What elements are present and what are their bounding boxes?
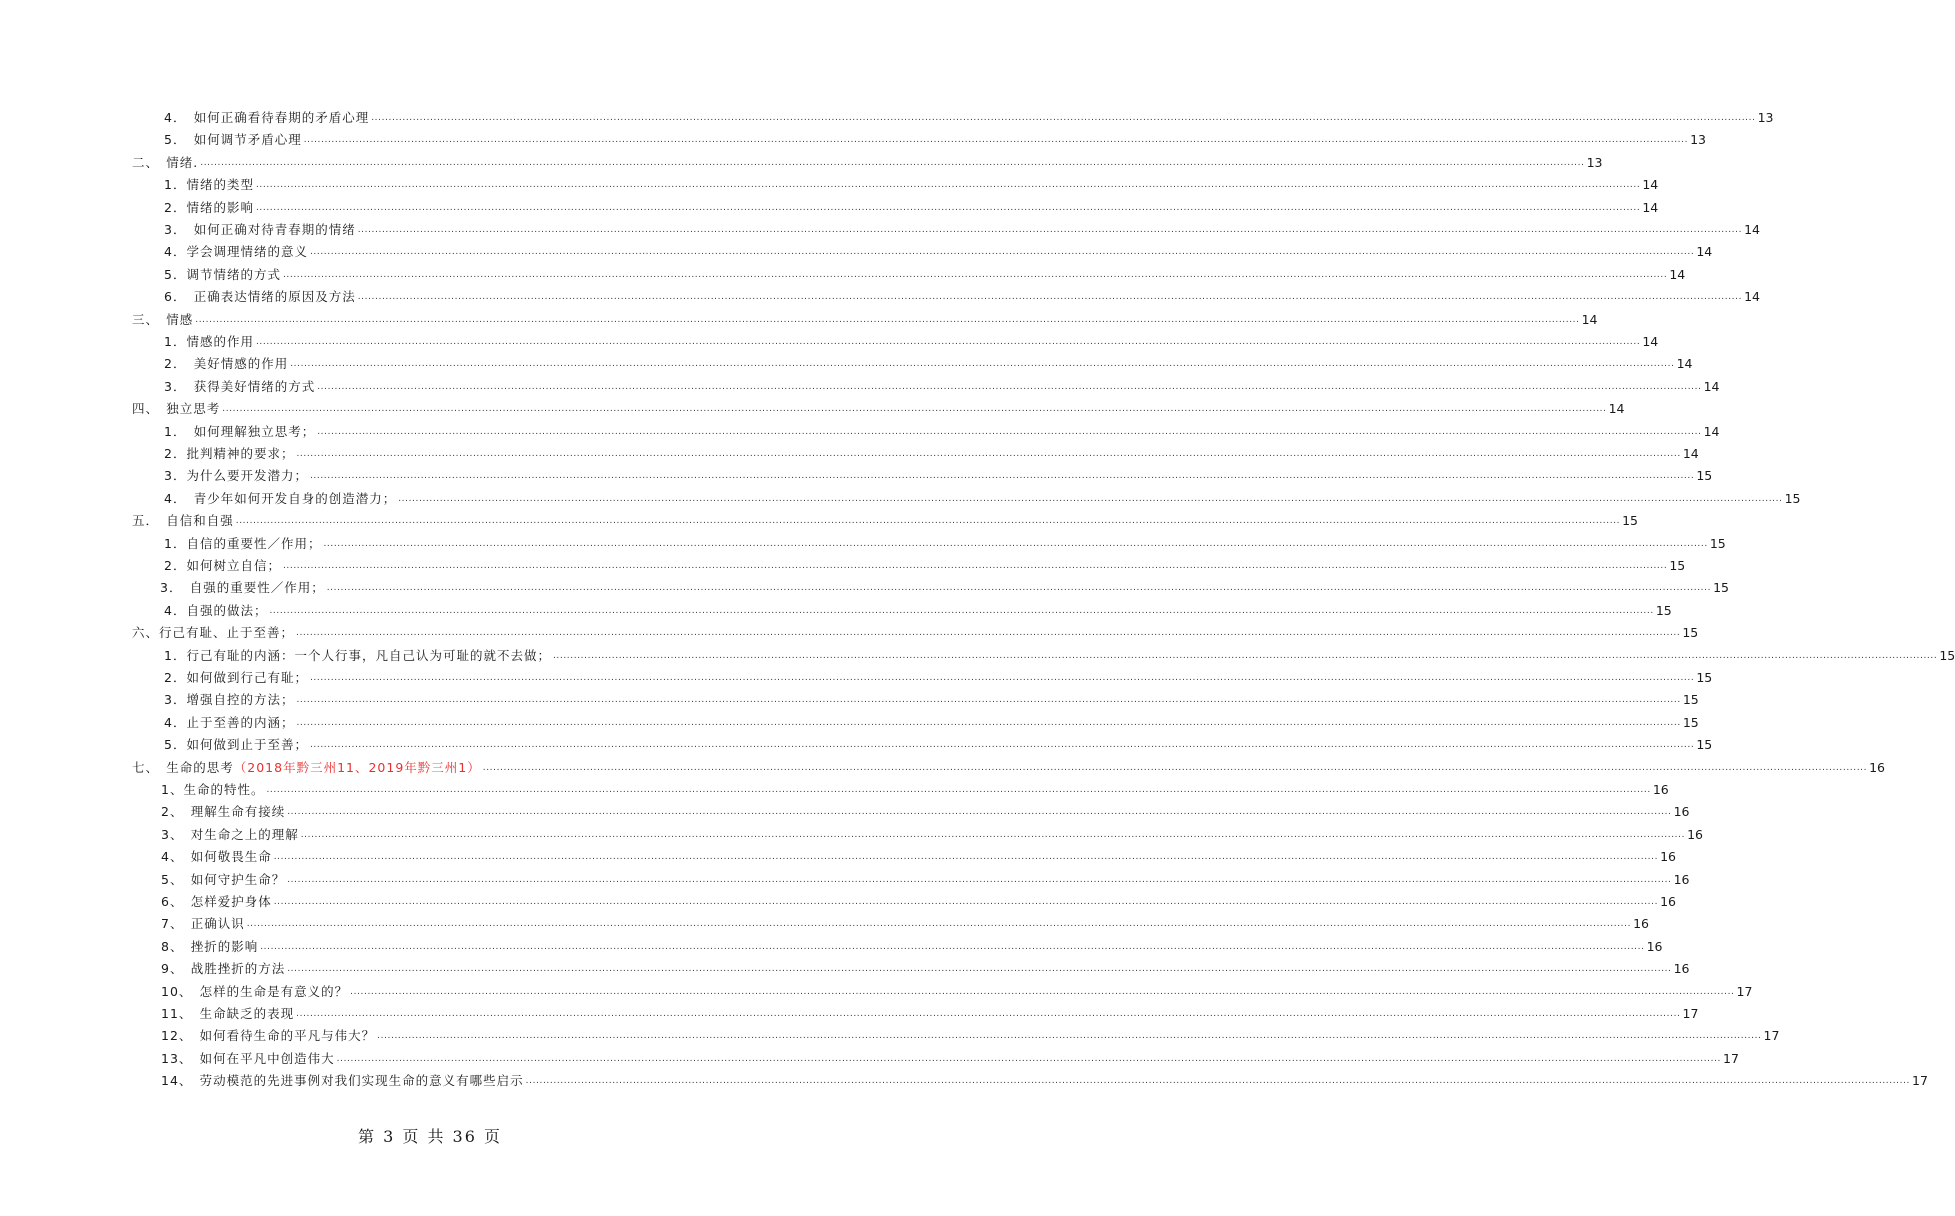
toc-leader-dots: ................................................................................................................................................................................................................................................................................................................................................................................................................ — [282, 269, 1668, 280]
toc-entry-label — [161, 1073, 524, 1089]
toc-entry-label — [164, 132, 302, 148]
toc-entry-label — [160, 580, 325, 596]
toc-leader-dots: ................................................................................................................................................................................................................................................................................................................................................................................................................ — [282, 561, 1668, 571]
toc-leader-dots: ................................................................................................................................................................................................................................................................................................................................................................................................................ — [300, 829, 1686, 840]
toc-entry-page-number: 16 — [1652, 782, 1669, 797]
toc-entry-page-number: 15 — [1622, 513, 1639, 529]
toc-entry-title: 1． 如何理解独立思考； — [164, 423, 316, 439]
toc-entry[interactable] — [161, 933, 1663, 955]
toc-entry-label — [164, 379, 315, 395]
toc-entry[interactable] — [132, 754, 1885, 776]
toc-leader-dots: ................................................................................................................................................................................................................................................................................................................................................................................................................ — [309, 740, 1695, 751]
toc-entry-label — [161, 827, 299, 843]
toc-entry-page-number: 15 — [1682, 625, 1699, 641]
toc-entry-page-number: 14 — [1744, 289, 1760, 305]
toc-entry-label — [164, 603, 267, 619]
toc-entry-label — [164, 244, 308, 260]
toc-leader-dots: ................................................................................................................................................................................................................................................................................................................................................................................................................ — [287, 964, 1672, 975]
toc-leader-dots: ................................................................................................................................................................................................................................................................................................................................................................................................................ — [525, 1076, 1911, 1087]
toc-entry-page-number: 13 — [1757, 110, 1774, 125]
toc-entry-label — [161, 804, 285, 820]
toc-leader-dots: ................................................................................................................................................................................................................................................................................................................................................................................................................ — [290, 359, 1675, 370]
toc-entry-page-number: 15 — [1713, 580, 1729, 596]
toc-entry[interactable] — [164, 686, 1699, 708]
toc-entry-page-number: 14 — [1682, 446, 1699, 461]
toc-entry[interactable] — [161, 910, 1649, 932]
toc-entry-label — [164, 468, 308, 484]
toc-leader-dots: ................................................................................................................................................................................................................................................................................................................................................................................................................ — [371, 113, 1756, 123]
toc-entry-page-number: 15 — [1784, 490, 1801, 506]
toc-entry[interactable] — [132, 149, 1603, 171]
toc-entry[interactable] — [132, 619, 1699, 641]
toc-entry-title: 3． 自强的重要性／作用； — [160, 580, 325, 596]
toc-leader-dots: ................................................................................................................................................................................................................................................................................................................................................................................................................ — [255, 180, 1641, 191]
toc-entry-page-number: 15 — [1655, 602, 1672, 618]
toc-leader-dots: ................................................................................................................................................................................................................................................................................................................................................................................................................ — [255, 202, 1641, 213]
toc-entry-label — [164, 692, 294, 708]
toc-entry-label — [164, 267, 281, 283]
toc-entry-title: 9、 战胜挫折的方法 — [161, 961, 286, 977]
toc-entry[interactable] — [164, 530, 1726, 552]
toc-entry-page-number: 14 — [1581, 311, 1598, 327]
toc-entry-page-number: 14 — [1642, 199, 1659, 215]
toc-leader-dots: ................................................................................................................................................................................................................................................................................................................................................................................................................ — [350, 986, 1735, 997]
toc-entry-label — [164, 648, 551, 664]
toc-entry-page-number: 14 — [1696, 244, 1713, 260]
toc-leader-dots: ................................................................................................................................................................................................................................................................................................................................................................................................................ — [309, 471, 1695, 482]
toc-entry[interactable] — [132, 306, 1598, 328]
toc-entry-page-number: 16 — [1673, 871, 1690, 887]
toc-entry-page-number: 16 — [1633, 916, 1649, 932]
toc-leader-dots: ................................................................................................................................................................................................................................................................................................................................................................................................................ — [317, 381, 1702, 392]
toc-leader-dots: ................................................................................................................................................................................................................................................................................................................................................................................................................ — [255, 337, 1641, 347]
toc-entry[interactable] — [164, 328, 1659, 350]
toc-entry-title: 6、 怎样爱护身体 — [161, 894, 272, 909]
toc-leader-dots: ................................................................................................................................................................................................................................................................................................................................................................................................................ — [287, 807, 1672, 818]
toc-entry[interactable] — [164, 552, 1686, 574]
toc-entry-page-number: 14 — [1703, 423, 1720, 439]
toc-entry-title: 1．自信的重要性／作用； — [164, 535, 322, 551]
toc-entry[interactable] — [164, 709, 1699, 731]
toc-entry-title: 3．为什么要开发潜力； — [164, 468, 308, 484]
toc-entry-page-number: 15 — [1669, 558, 1686, 573]
toc-entry[interactable] — [164, 440, 1699, 462]
toc-entry-label — [132, 401, 220, 417]
toc-entry-label — [161, 1006, 294, 1022]
toc-entry-title: 4． 青少年如何开发自身的创造潜力； — [164, 490, 397, 506]
toc-entry-title: 5． 如何调节矛盾心理 — [164, 132, 302, 148]
toc-entry-page-number: 15 — [1682, 714, 1699, 730]
toc-leader-dots: ................................................................................................................................................................................................................................................................................................................................................................................................................ — [200, 157, 1585, 168]
toc-leader-dots: ................................................................................................................................................................................................................................................................................................................................................................................................................ — [222, 404, 1607, 415]
toc-entry-title: 5．调节情绪的方式 — [164, 266, 281, 282]
toc-leader-dots: ................................................................................................................................................................................................................................................................................................................................................................................................................ — [357, 292, 1743, 303]
toc-entry-title: 4、 如何敬畏生命 — [161, 849, 272, 865]
toc-leader-dots: ................................................................................................................................................................................................................................................................................................................................................................................................................ — [296, 1009, 1681, 1019]
toc-leader-dots: ................................................................................................................................................................................................................................................................................................................................................................................................................ — [317, 426, 1702, 437]
toc-entry[interactable] — [161, 1067, 1928, 1089]
toc-entry-page-number: 14 — [1669, 266, 1686, 282]
toc-entry-title: 3． 如何正确对待青春期的情绪 — [164, 222, 356, 237]
toc-entry-title: 1、生命的特性。 — [161, 782, 265, 797]
toc-entry-label — [164, 424, 315, 440]
toc-entry-title: 4．学会调理情绪的意义 — [164, 244, 308, 260]
toc-leader-dots: ................................................................................................................................................................................................................................................................................................................................................................................................................ — [296, 717, 1681, 728]
toc-entry[interactable] — [164, 171, 1659, 193]
toc-entry-page-number: 15 — [1682, 692, 1699, 708]
toc-entry-label — [161, 782, 264, 798]
toc-entry-title: 7、 正确认识 — [161, 916, 245, 932]
toc-entry[interactable] — [164, 642, 1955, 664]
toc-leader-dots: ................................................................................................................................................................................................................................................................................................................................................................................................................ — [273, 852, 1659, 863]
toc-entry-label — [164, 200, 254, 216]
page-footer: 第 3 页 共 36 页 — [358, 1127, 502, 1146]
toc-entry[interactable] — [164, 731, 1713, 753]
toc-entry-page-number: 15 — [1696, 670, 1713, 685]
toc-entry-label — [161, 916, 245, 932]
toc-entry-label — [132, 312, 193, 328]
toc-leader-dots: ................................................................................................................................................................................................................................................................................................................................................................................................................ — [323, 538, 1708, 549]
toc-entry-page-number: 17 — [1682, 1006, 1699, 1021]
toc-entry-page-number: 17 — [1763, 1028, 1780, 1044]
toc-entry-note: （2018年黔三州11、2019年黔三州1） — [233, 759, 481, 775]
toc-entry-title: 4．止于至善的内涵； — [164, 714, 295, 730]
toc-entry-title: 11、 生命缺乏的表现 — [161, 1006, 295, 1021]
toc-entry-label — [164, 289, 356, 305]
toc-entry[interactable] — [161, 776, 1669, 798]
toc-entry-title: 5．如何做到止于至善； — [164, 737, 308, 753]
toc-entry-label — [164, 715, 294, 731]
toc-entry-page-number: 14 — [1642, 177, 1659, 193]
toc-entry-page-number: 14 — [1703, 378, 1720, 394]
toc-entry-page-number: 16 — [1687, 826, 1703, 842]
toc-leader-dots: ................................................................................................................................................................................................................................................................................................................................................................................................................ — [287, 874, 1672, 885]
toc-entry-title: 2、 理解生命有接续 — [161, 804, 286, 820]
toc-entry-title: 4． 如何正确看待春期的矛盾心理 — [164, 110, 370, 125]
toc-entry-page-number: 14 — [1608, 401, 1625, 417]
toc-leader-dots: ................................................................................................................................................................................................................................................................................................................................................................................................................ — [303, 135, 1689, 146]
toc-entry-title: 2．如何做到行己有耻； — [164, 670, 308, 685]
toc-leader-dots: ................................................................................................................................................................................................................................................................................................................................................................................................................ — [552, 650, 1938, 661]
toc-entry-label — [132, 625, 294, 641]
toc-entry-label — [161, 849, 272, 865]
toc-entry-title: 三、 情感 — [132, 311, 194, 327]
toc-leader-dots: ................................................................................................................................................................................................................................................................................................................................................................................................................ — [309, 673, 1695, 683]
toc-entry-page-number: 13 — [1586, 154, 1603, 170]
toc-entry[interactable] — [164, 194, 1659, 216]
toc-entry-label — [161, 872, 285, 888]
toc-entry[interactable] — [164, 485, 1801, 507]
toc-entry-page-number: 13 — [1690, 132, 1706, 148]
toc-leader-dots: ................................................................................................................................................................................................................................................................................................................................................................................................................ — [377, 1031, 1762, 1042]
toc-entry-page-number: 17 — [1723, 1050, 1739, 1066]
toc-leader-dots: ................................................................................................................................................................................................................................................................................................................................................................................................................ — [296, 628, 1681, 639]
toc-entry-page-number: 16 — [1673, 961, 1690, 977]
toc-entry[interactable] — [161, 798, 1690, 820]
toc-leader-dots: ................................................................................................................................................................................................................................................................................................................................................................................................................ — [357, 225, 1743, 235]
toc-leader-dots: ................................................................................................................................................................................................................................................................................................................................................................................................................ — [195, 314, 1580, 325]
toc-entry[interactable] — [164, 238, 1713, 260]
toc-entry[interactable] — [164, 350, 1693, 372]
toc-entry-label — [164, 177, 254, 193]
toc-entry-label — [164, 491, 396, 507]
toc-entry[interactable] — [164, 462, 1713, 484]
toc-entry-label — [132, 513, 234, 529]
toc-entry-label — [161, 894, 272, 910]
toc-entry-label — [161, 939, 258, 955]
toc-entry-title: 二、 情绪. — [132, 154, 199, 170]
toc-entry-page-number: 14 — [1744, 222, 1760, 237]
toc-entry-page-number: 14 — [1676, 356, 1693, 372]
toc-entry-page-number: 15 — [1696, 468, 1713, 484]
toc-entry-page-number: 15 — [1696, 737, 1713, 753]
toc-entry-page-number: 16 — [1646, 938, 1663, 954]
toc-entry[interactable] — [164, 418, 1720, 440]
toc-entry[interactable] — [161, 955, 1690, 977]
toc-entry[interactable] — [164, 283, 1760, 305]
toc-entry-title: 3． 获得美好情绪的方式 — [164, 378, 316, 394]
toc-entry-title: 4．自强的做法； — [164, 602, 268, 618]
toc-entry-label — [161, 961, 285, 977]
toc-entry-label — [164, 334, 254, 350]
toc-entry-title: 六、行己有耻、止于至善； — [132, 625, 295, 641]
toc-entry[interactable] — [161, 1000, 1699, 1022]
toc-entry-page-number: 16 — [1673, 804, 1690, 820]
toc-leader-dots: ................................................................................................................................................................................................................................................................................................................................................................................................................ — [296, 695, 1681, 706]
toc-entry[interactable] — [164, 216, 1760, 238]
toc-leader-dots: ................................................................................................................................................................................................................................................................................................................................................................................................................ — [269, 605, 1654, 616]
toc-leader-dots: ................................................................................................................................................................................................................................................................................................................................................................................................................ — [235, 516, 1621, 527]
toc-entry[interactable] — [161, 821, 1703, 843]
toc-entry-label — [161, 1028, 375, 1044]
toc-entry-title: 5、 如何守护生命？ — [161, 871, 286, 887]
toc-leader-dots: ................................................................................................................................................................................................................................................................................................................................................................................................................ — [266, 785, 1651, 795]
toc-entry-page-number: 15 — [1939, 647, 1955, 663]
toc-entry[interactable] — [164, 373, 1720, 395]
toc-entry-label — [161, 984, 348, 1000]
toc-entry-label — [164, 356, 288, 372]
toc-entry[interactable] — [164, 126, 1706, 148]
toc-leader-dots: ................................................................................................................................................................................................................................................................................................................................................................................................................ — [246, 919, 1632, 930]
toc-entry[interactable] — [161, 1022, 1780, 1044]
toc-entry-page-number: 14 — [1642, 334, 1659, 349]
toc-entry-title: 五． 自信和自强 — [132, 513, 234, 529]
toc-entry-label — [164, 737, 308, 753]
toc-leader-dots: ................................................................................................................................................................................................................................................................................................................................................................................................................ — [260, 941, 1645, 952]
toc-entry[interactable] — [164, 104, 1774, 126]
toc-entry[interactable] — [164, 261, 1686, 283]
toc-entry[interactable] — [161, 866, 1690, 888]
toc-entry[interactable] — [161, 1045, 1739, 1067]
toc-entry[interactable] — [161, 843, 1676, 865]
toc-entry-title: 13、 如何在平凡中创造伟大 — [161, 1050, 335, 1066]
toc-entry-page-number: 16 — [1660, 894, 1676, 909]
toc-entry[interactable] — [161, 888, 1676, 910]
toc-entry-page-number: 15 — [1709, 535, 1726, 551]
toc-entry-label — [164, 222, 356, 238]
toc-leader-dots: ................................................................................................................................................................................................................................................................................................................................................................................................................ — [273, 897, 1659, 907]
toc-entry[interactable] — [161, 978, 1753, 1000]
toc-entry-page-number: 16 — [1869, 759, 1885, 775]
toc-leader-dots: ................................................................................................................................................................................................................................................................................................................................................................................................................ — [398, 493, 1783, 504]
toc-entry-title: 3．增强自控的方法； — [164, 692, 295, 708]
toc-entry-page-number: 16 — [1660, 849, 1676, 865]
toc-entry[interactable] — [132, 507, 1639, 529]
toc-entry-label — [164, 110, 369, 126]
toc-entry-title: 10、 怎样的生命是有意义的？ — [161, 983, 349, 999]
toc-entry-title: 2． 美好情感的作用 — [164, 356, 289, 372]
toc-entry-label — [164, 536, 321, 552]
toc-entry-title: 2．如何树立自信； — [164, 558, 281, 573]
toc-entry-title: 6． 正确表达情绪的原因及方法 — [164, 289, 356, 305]
toc-entry-title: 2．批判精神的要求； — [164, 446, 295, 461]
toc-leader-dots: ................................................................................................................................................................................................................................................................................................................................................................................................................ — [296, 449, 1681, 459]
toc-entry[interactable] — [164, 597, 1672, 619]
toc-entry[interactable] — [164, 664, 1713, 686]
toc-entry-title: 2．情绪的影响 — [164, 199, 254, 215]
toc-entry-title: 8、 挫折的影响 — [161, 938, 259, 954]
toc-entry-label — [161, 1051, 335, 1067]
toc-entry-label — [132, 760, 481, 776]
toc-entry[interactable] — [160, 574, 1729, 596]
toc-leader-dots: ................................................................................................................................................................................................................................................................................................................................................................................................................ — [326, 583, 1712, 594]
toc-entry-title: 1．情感的作用 — [164, 334, 254, 349]
toc-entry-title: 1．行己有耻的内涵：一个人行事，凡自己认为可耻的就不去做； — [164, 647, 551, 663]
toc-entry-title: 3、 对生命之上的理解 — [161, 826, 299, 842]
toc-entry-title: 四、 独立思考 — [132, 401, 221, 417]
toc-leader-dots: ................................................................................................................................................................................................................................................................................................................................................................................................................ — [336, 1053, 1722, 1064]
toc-entry-page-number: 17 — [1912, 1073, 1928, 1089]
toc-entry-label — [164, 670, 308, 686]
toc-entry-label — [132, 155, 198, 171]
toc-entry-title: 14、 劳动模范的先进事例对我们实现生命的意义有哪些启示 — [161, 1073, 524, 1089]
toc-entry-title: 1．情绪的类型 — [164, 177, 254, 193]
toc-leader-dots: ................................................................................................................................................................................................................................................................................................................................................................................................................ — [309, 247, 1695, 258]
toc-entry[interactable] — [132, 395, 1625, 417]
toc-entry-page-number: 17 — [1736, 983, 1753, 999]
toc-entry-title: 七、 生命的思考 — [132, 759, 234, 775]
toc-entry-title: 12、 如何看待生命的平凡与伟大？ — [161, 1028, 376, 1044]
toc-entry-label — [164, 558, 281, 574]
toc-leader-dots: ................................................................................................................................................................................................................................................................................................................................................................................................................ — [482, 762, 1868, 773]
toc-entry-label — [164, 446, 294, 462]
